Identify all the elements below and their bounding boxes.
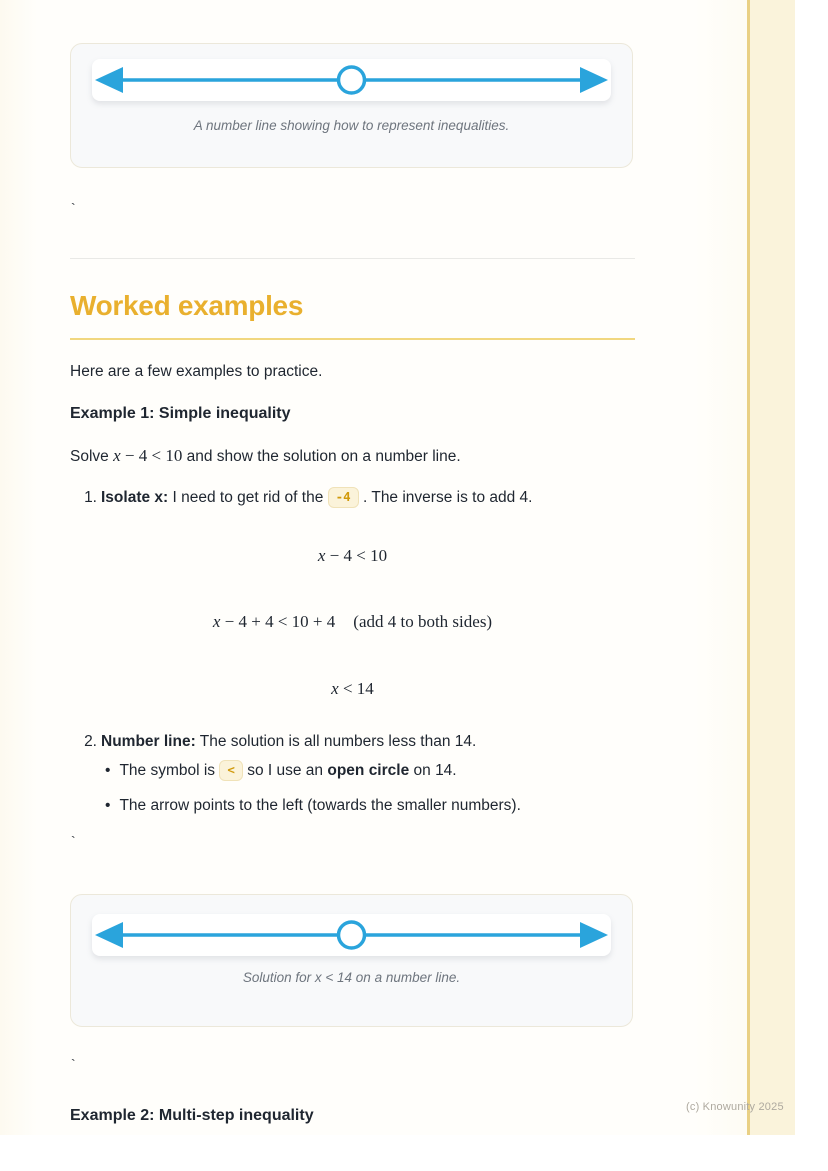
prompt-post: and show the solution on a number line. <box>186 448 461 465</box>
bullet-item <box>70 795 635 816</box>
step-2-block <box>70 731 635 830</box>
math-rest: − 4 < 10 <box>120 446 183 465</box>
example1-title: Example 1: Simple inequality <box>70 405 291 422</box>
code-badge-minus-4: -4 <box>328 487 359 508</box>
equation-1-math <box>318 546 387 565</box>
step-1-label: Isolate x: <box>101 489 169 506</box>
right-arrow-icon <box>580 67 608 93</box>
bullet-icon: • <box>105 797 111 814</box>
number-line-plot <box>92 914 611 956</box>
number-line-graphic <box>92 59 611 101</box>
step-1-text <box>101 487 532 508</box>
bullet-icon: • <box>105 762 111 779</box>
equation-3-math <box>331 679 374 698</box>
bullet-1-bold: open circle <box>327 762 410 779</box>
open-circle-marker <box>339 922 365 948</box>
left-arrow-icon <box>95 922 123 948</box>
figure-caption: Solution for x < 14 on a number line. <box>242 970 461 985</box>
math-variable: x <box>113 446 121 465</box>
math-variable: x <box>212 612 221 631</box>
equation-2-note: (add 4 to both sides) <box>353 612 493 631</box>
equation-2-math <box>213 612 335 631</box>
figure-card-number-line-2 <box>70 894 633 1027</box>
math-rest: − 4 < 10 <box>325 546 388 565</box>
code-badge-less-than: < <box>219 760 243 781</box>
bullet-1-post: on 14. <box>413 762 457 779</box>
step-2-bullets <box>70 760 635 816</box>
list-number: 1. <box>84 489 97 506</box>
page-right-margin-strip <box>747 0 795 1135</box>
bullet-1-pre: The symbol is <box>119 762 216 779</box>
intro-paragraph: Here are a few examples to practice. <box>70 363 323 380</box>
equation-3 <box>70 679 635 699</box>
step-1-item <box>70 487 635 508</box>
section-divider <box>70 258 635 259</box>
list-number: 2. <box>84 733 97 750</box>
math-variable: x <box>317 546 326 565</box>
step-1-after-code: . The inverse is to add 4. <box>363 489 533 506</box>
step-2-label: Number line: <box>101 733 196 750</box>
equation-2 <box>70 612 635 632</box>
bullet-1-text <box>119 760 456 781</box>
step-2-desc: The solution is all numbers less than 14. <box>199 733 477 750</box>
number-line-graphic <box>92 914 611 956</box>
step-2-item <box>70 731 635 752</box>
example2-title: Example 2: Multi-step inequality <box>70 1107 314 1124</box>
bullet-2-text: The arrow points to the left (towards the smaller numbers). <box>119 797 521 814</box>
inline-math <box>113 446 182 465</box>
left-arrow-icon <box>95 67 123 93</box>
figure-caption: A number line showing how to represent inequalities. <box>193 118 510 133</box>
stray-backtick: ` <box>71 833 76 849</box>
open-circle-marker <box>339 67 365 93</box>
right-arrow-icon <box>580 922 608 948</box>
step-2-text <box>101 731 476 752</box>
figure-card-number-line-1 <box>70 43 633 168</box>
math-rest: − 4 + 4 < 10 + 4 <box>220 612 336 631</box>
bullet-1-mid: so I use an <box>247 762 324 779</box>
prompt-pre: Solve <box>70 448 109 465</box>
stray-backtick: ` <box>71 200 76 216</box>
math-rest: < 14 <box>338 679 374 698</box>
bullet-item <box>70 760 635 781</box>
step-1-before-code: I need to get rid of the <box>172 489 324 506</box>
equation-1 <box>70 546 635 566</box>
section-heading: Worked examples <box>70 288 635 340</box>
stray-backtick: ` <box>71 1056 76 1072</box>
copyright-watermark: (c) Knowunity 2025 <box>686 1101 784 1113</box>
example1-prompt <box>70 445 635 467</box>
number-line-plot <box>92 59 611 101</box>
math-variable: x <box>331 679 339 698</box>
